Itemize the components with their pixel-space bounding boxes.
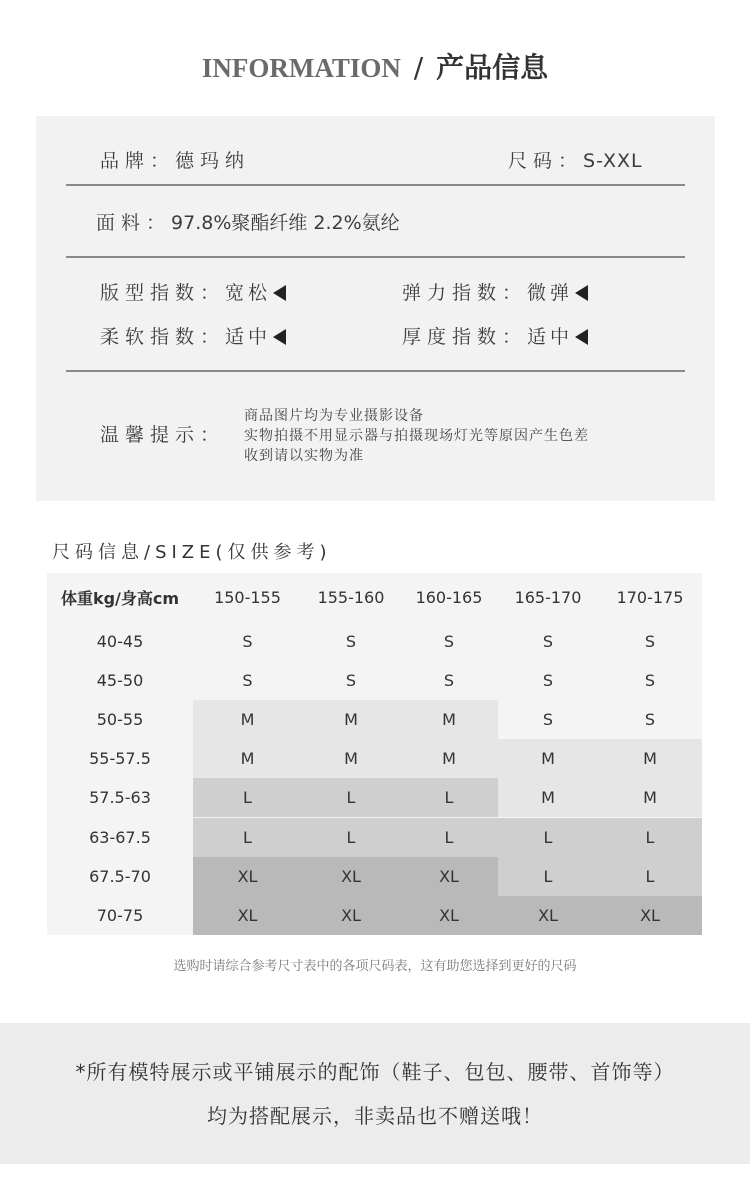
size-cell: S (498, 700, 598, 739)
size-cell: XL (400, 896, 498, 935)
size-cell: M (400, 700, 498, 739)
size-cell: XL (193, 896, 302, 935)
size-cell: L (400, 818, 498, 857)
size-range-label: 尺码： (508, 150, 584, 172)
triangle-pointer-icon (273, 329, 286, 345)
size-cell: M (193, 739, 302, 778)
size-cell: S (193, 622, 302, 661)
size-cell: L (302, 778, 400, 817)
size-note: 选购时请综合参考尺寸表中的各项尺码表，这有助您选择到更好的尺码 (173, 959, 577, 974)
height-column-header: 150-155 (214, 588, 281, 607)
weight-row-header: 70-75 (96, 905, 144, 925)
divider (66, 370, 685, 372)
size-range-value: S-XXL (583, 150, 643, 172)
size-cell: L (598, 857, 702, 896)
size-cell: M (598, 739, 702, 778)
size-cell: L (193, 778, 302, 817)
fit-value: 宽松 (225, 282, 272, 304)
size-range-row (508, 148, 643, 174)
size-cell: S (598, 622, 702, 661)
accessory-notice-panel (0, 1023, 750, 1164)
size-cell: S (302, 661, 400, 700)
size-cell: L (400, 778, 498, 817)
size-cell: XL (302, 857, 400, 896)
divider (66, 184, 685, 186)
height-column-header: 165-170 (514, 588, 582, 607)
fit-label: 版型指数： (100, 282, 226, 304)
product-info-panel (36, 116, 715, 501)
weight-row-header: 57.5-63 (89, 788, 151, 808)
brand-row (100, 148, 250, 174)
table-corner-header: 体重kg/身高cm (60, 589, 180, 608)
size-cell: XL (498, 896, 598, 935)
size-cell: M (302, 700, 400, 739)
brand-value: 德玛纳 (175, 150, 251, 172)
size-cell: S (498, 622, 598, 661)
title-english: INFORMATION (201, 53, 401, 83)
size-cell: M (400, 739, 498, 778)
elastic-row (402, 280, 588, 306)
size-cell: M (302, 739, 400, 778)
size-cell: S (302, 622, 400, 661)
size-cell: XL (302, 896, 400, 935)
softness-value: 适中 (225, 326, 272, 348)
title-separator: / (413, 51, 424, 84)
size-section-title: 尺码信息/SIZE(仅供参考) (52, 542, 332, 563)
elastic-value: 微弹 (527, 282, 574, 304)
size-cell: L (193, 818, 302, 857)
size-cell: M (498, 778, 598, 817)
size-cell: L (598, 818, 702, 857)
thickness-row (402, 324, 588, 350)
size-cell: XL (193, 857, 302, 896)
thickness-label: 厚度指数： (402, 326, 528, 348)
size-cell: M (193, 700, 302, 739)
weight-row-header: 67.5-70 (89, 866, 151, 886)
size-cell: S (400, 622, 498, 661)
fit-row (100, 280, 286, 306)
fabric-row (96, 210, 400, 236)
elastic-label: 弹力指数： (402, 282, 528, 304)
size-table (47, 573, 702, 935)
size-cell: L (498, 857, 598, 896)
page-title (0, 50, 750, 86)
tip-line: 商品图片均为专业摄影设备 (244, 408, 424, 424)
weight-row-header: 50-55 (96, 710, 144, 730)
triangle-pointer-icon (575, 285, 588, 301)
size-cell: L (498, 818, 598, 857)
notice-line-2: 均为搭配展示，非卖品也不赠送哦！ (207, 1104, 543, 1128)
notice-line-1: *所有模特展示或平铺展示的配饰（鞋子、包包、腰带、首饰等） (75, 1060, 675, 1084)
size-cell: M (598, 778, 702, 817)
weight-row-header: 55-57.5 (89, 749, 151, 769)
title-chinese: 产品信息 (436, 51, 549, 84)
tip-line: 收到请以实物为准 (244, 448, 364, 464)
fabric-label: 面料： (96, 212, 172, 234)
size-cell: M (498, 739, 598, 778)
height-column-header: 160-165 (415, 588, 483, 607)
size-cell: S (598, 700, 702, 739)
fabric-value: 97.8%聚酯纤维 2.2%氨纶 (171, 212, 400, 234)
thickness-value: 适中 (527, 326, 574, 348)
size-cell: XL (598, 896, 702, 935)
tip-label: 温馨提示： (100, 424, 226, 446)
weight-row-header: 40-45 (96, 632, 144, 652)
divider (66, 256, 685, 258)
size-cell: XL (400, 857, 498, 896)
softness-row (100, 324, 286, 350)
brand-label: 品牌： (100, 150, 176, 172)
weight-row-header: 63-67.5 (89, 827, 151, 847)
weight-row-header: 45-50 (96, 671, 144, 691)
size-cell: S (400, 661, 498, 700)
softness-label: 柔软指数： (100, 326, 226, 348)
size-cell: L (302, 818, 400, 857)
tip-line: 实物拍摄不用显示器与拍摄现场灯光等原因产生色差 (244, 428, 589, 444)
height-column-header: 170-175 (616, 588, 684, 607)
triangle-pointer-icon (575, 329, 588, 345)
size-cell: S (193, 661, 302, 700)
tip-text (244, 406, 589, 466)
height-column-header: 155-160 (317, 588, 385, 607)
triangle-pointer-icon (273, 285, 286, 301)
size-cell: S (498, 661, 598, 700)
size-cell: S (598, 661, 702, 700)
